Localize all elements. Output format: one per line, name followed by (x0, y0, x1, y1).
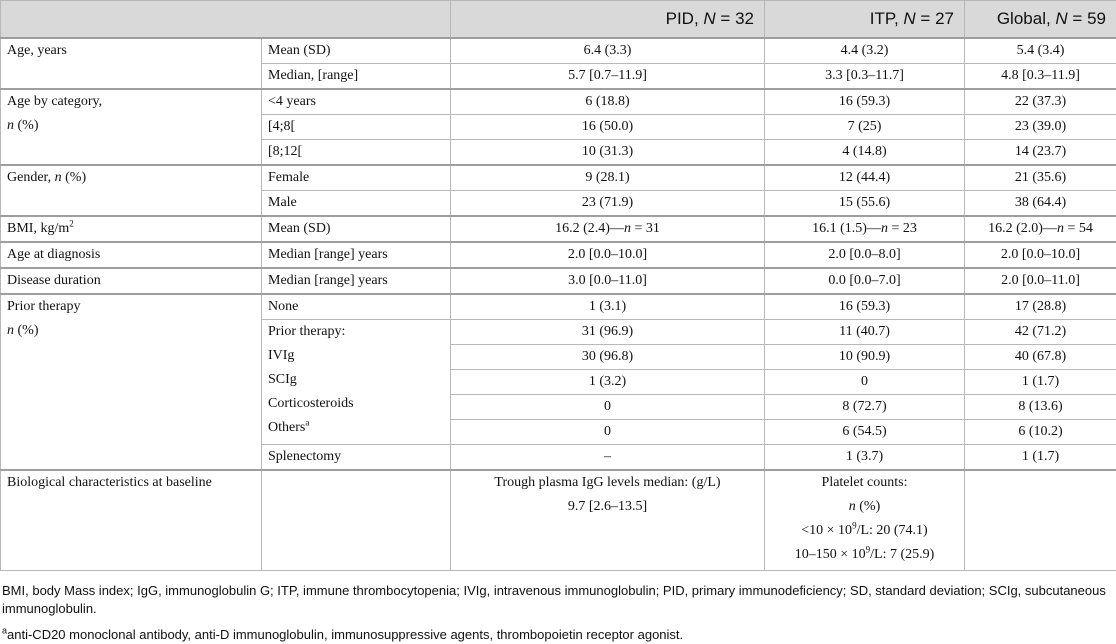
row-label-gender: Gender, n (%) (1, 165, 262, 216)
cell-itp: 12 (44.4) (765, 165, 965, 191)
stat-label: None (262, 294, 451, 320)
cell-global: 4.8 [0.3–11.9] (965, 64, 1116, 90)
cell-pid: 3.0 [0.0–11.0] (451, 268, 765, 294)
cell-itp: 3.3 [0.3–11.7] (765, 64, 965, 90)
cell-pid: 1 (3.1) (451, 294, 765, 320)
stat-label: Mean (SD) (262, 38, 451, 64)
cell-global: 6 (10.2) (965, 420, 1116, 445)
sublabel: Corticosteroids (268, 396, 354, 411)
cell-global: 16.2 (2.0)—n = 54 (965, 216, 1116, 242)
bio-line: Trough plasma IgG levels median: (g/L) (494, 475, 720, 490)
table-row (1, 216, 1116, 242)
bio-line: n (%) (849, 499, 881, 514)
cell-pid: 5.7 [0.7–11.9] (451, 64, 765, 90)
cell-pid: 0 (451, 395, 765, 420)
table-row (1, 165, 1116, 191)
header-pid: PID, N = 32 (451, 1, 765, 39)
cell-global: 22 (37.3) (965, 89, 1116, 115)
header-blank (1, 1, 451, 39)
cell-global (965, 470, 1116, 571)
header-global: Global, N = 59 (965, 1, 1116, 39)
cell-pid: 9 (28.1) (451, 165, 765, 191)
cell-global: 17 (28.8) (965, 294, 1116, 320)
sublabel: IVIg (268, 348, 294, 363)
cell-pid: 31 (96.9) (451, 320, 765, 345)
row-label-age-category (1, 89, 262, 165)
cell-global: 42 (71.2) (965, 320, 1116, 345)
cell-pid: 16.2 (2.4)—n = 31 (451, 216, 765, 242)
row-label-bmi: BMI, $kg/m^2$ (1, 216, 262, 242)
header-row (1, 1, 1116, 39)
cell-pid: – (451, 445, 765, 471)
sublabel: SCIg (268, 372, 297, 387)
stat-label: Male (262, 191, 451, 217)
cell-itp: 16 (59.3) (765, 294, 965, 320)
bio-line: $10-150 \times 10^9/L$: 7 (25.9) (795, 547, 935, 562)
label-line: Prior therapy (7, 299, 80, 314)
cell-itp: 6 (54.5) (765, 420, 965, 445)
table-row (1, 242, 1116, 268)
table-footnotes (0, 582, 1116, 644)
stat-label (262, 470, 451, 571)
bio-line: 9.7 [2.6–13.5] (568, 499, 647, 514)
cell-pid: 30 (96.8) (451, 345, 765, 370)
stat-label: Splenectomy (262, 445, 451, 471)
sublabel: Prior therapy: (268, 324, 345, 339)
cell-pid: 6.4 (3.3) (451, 38, 765, 64)
cell-itp: 2.0 [0.0–8.0] (765, 242, 965, 268)
stat-label: Median [range] years (262, 242, 451, 268)
cell-itp: 0 (765, 370, 965, 395)
cell-itp: 16 (59.3) (765, 89, 965, 115)
cell-itp: 15 (55.6) (765, 191, 965, 217)
cell-pid: 0 (451, 420, 765, 445)
cell-pid (451, 470, 765, 571)
table-row (1, 89, 1116, 115)
bio-line: $<10 \times 10^9/L$: 20 (74.1) (801, 523, 927, 538)
cell-itp: 16.1 (1.5)—n = 23 (765, 216, 965, 242)
cell-itp: 4 (14.8) (765, 140, 965, 166)
table-row (1, 294, 1116, 320)
cell-itp (765, 470, 965, 571)
cell-global: 8 (13.6) (965, 395, 1116, 420)
cell-global: 1 (1.7) (965, 445, 1116, 471)
cell-pid: 23 (71.9) (451, 191, 765, 217)
cell-global: 5.4 (3.4) (965, 38, 1116, 64)
cell-pid: 10 (31.3) (451, 140, 765, 166)
stat-label: <4 years (262, 89, 451, 115)
cell-pid: 2.0 [0.0–10.0] (451, 242, 765, 268)
row-label-biological: Biological characteristics at baseline (1, 470, 262, 571)
cell-global: 23 (39.0) (965, 115, 1116, 140)
stat-label: Median, [range] (262, 64, 451, 90)
cell-global: 21 (35.6) (965, 165, 1116, 191)
cell-global: 2.0 [0.0–10.0] (965, 242, 1116, 268)
sublabel: Others$^a$ (268, 420, 309, 435)
prior-therapy-sublabels (262, 320, 451, 445)
table-row (1, 38, 1116, 64)
table-row (1, 268, 1116, 294)
cell-itp: 1 (3.7) (765, 445, 965, 471)
table-row (1, 470, 1116, 571)
row-label-age-diagnosis: Age at diagnosis (1, 242, 262, 268)
row-label-age: Age, years (1, 38, 262, 89)
stat-label: [8;12[ (262, 140, 451, 166)
label-line: Age by category, (7, 94, 102, 109)
cell-itp: 11 (40.7) (765, 320, 965, 345)
cell-pid: 16 (50.0) (451, 115, 765, 140)
row-label-disease-duration: Disease duration (1, 268, 262, 294)
cell-itp: 4.4 (3.2) (765, 38, 965, 64)
stat-label: Median [range] years (262, 268, 451, 294)
cell-pid: 1 (3.2) (451, 370, 765, 395)
header-itp: ITP, N = 27 (765, 1, 965, 39)
cell-global: 14 (23.7) (965, 140, 1116, 166)
stat-label: Mean (SD) (262, 216, 451, 242)
stat-label: [4;8[ (262, 115, 451, 140)
cell-itp: 0.0 [0.0–7.0] (765, 268, 965, 294)
cell-itp: 8 (72.7) (765, 395, 965, 420)
footnote-abbreviations: BMI, body Mass index; IgG, immunoglobulin G; ITP, immune thrombocytopenia; IVIg, intravenous immunoglobulin; PID, primary immunodeficiency; SD, standard deviation; SCIg, subcutaneous immunoglobulin. (2, 582, 1114, 618)
cell-global: 2.0 [0.0–11.0] (965, 268, 1116, 294)
cell-global: 38 (64.4) (965, 191, 1116, 217)
row-label-prior-therapy (1, 294, 262, 470)
cell-global: 1 (1.7) (965, 370, 1116, 395)
cell-itp: 10 (90.9) (765, 345, 965, 370)
label-line: n (%) (7, 118, 39, 133)
cell-itp: 7 (25) (765, 115, 965, 140)
bio-line: Platelet counts: (822, 475, 908, 490)
label-line: n (%) (7, 323, 39, 338)
cell-global: 40 (67.8) (965, 345, 1116, 370)
cell-pid: 6 (18.8) (451, 89, 765, 115)
stat-label: Female (262, 165, 451, 191)
footnote-a: $^a$anti-CD20 monoclonal antibody, anti-D immunoglobulin, immunosuppressive agents, thrombopoietin receptor agonist. (2, 626, 1114, 644)
